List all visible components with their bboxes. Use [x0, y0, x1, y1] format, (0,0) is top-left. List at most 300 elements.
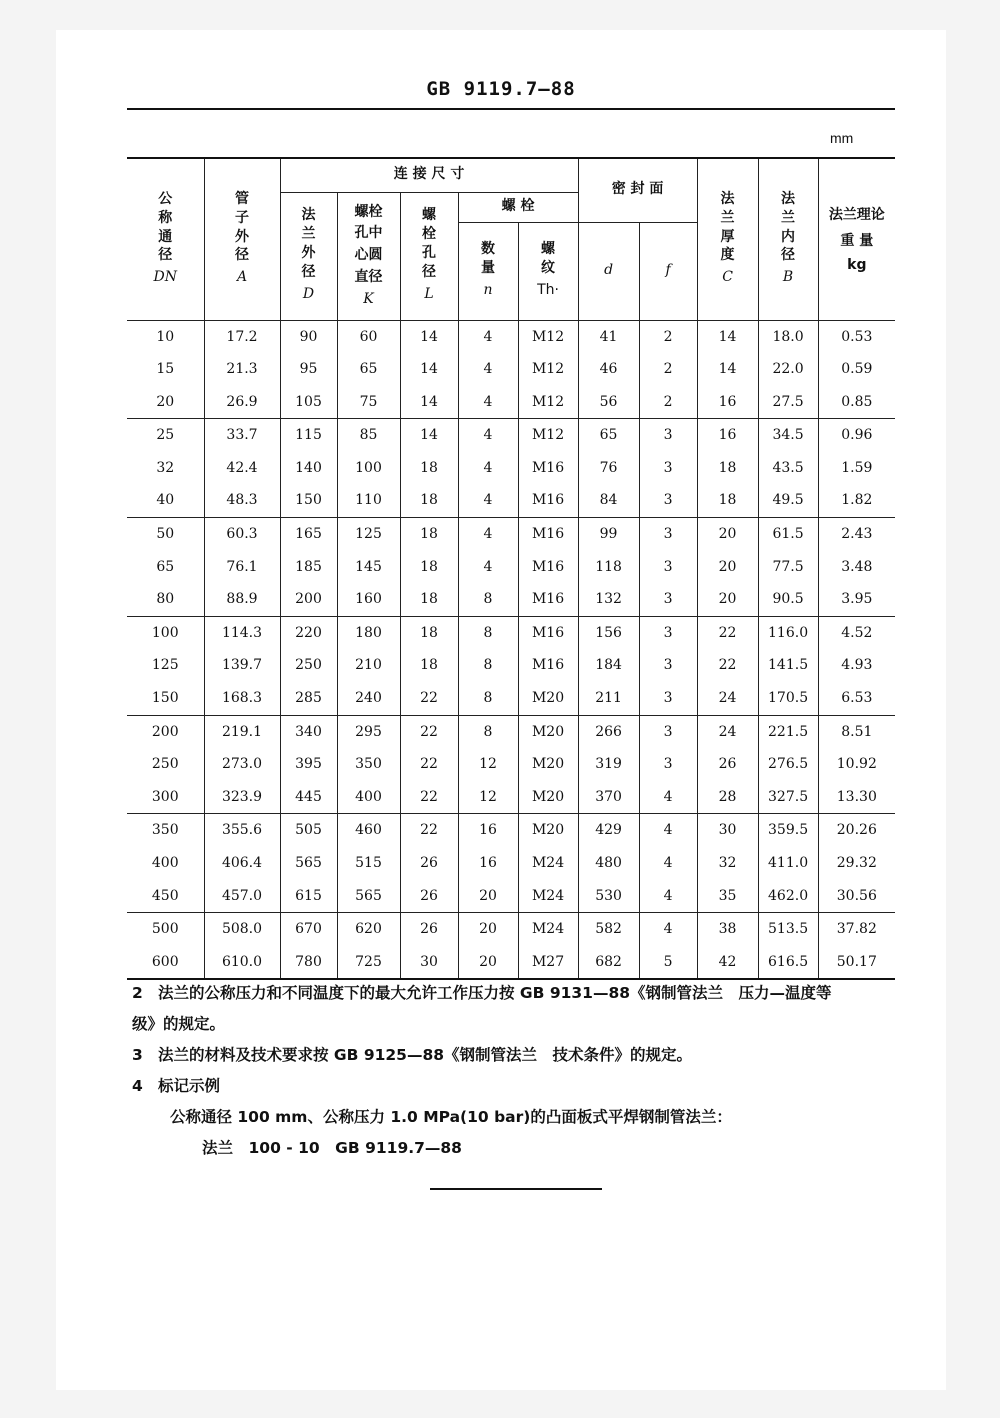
- table-row: [127, 946, 895, 980]
- cell-th: M20: [518, 814, 578, 847]
- cell-weight: 13.30: [818, 781, 895, 814]
- cell-k: 65: [337, 353, 400, 386]
- cell-dn: 20: [127, 386, 204, 419]
- cell-seal-f: 2: [639, 353, 697, 386]
- cell-weight: 3.48: [818, 551, 895, 584]
- cell-n: 8: [458, 715, 518, 748]
- cell-seal-d: 319: [578, 748, 639, 781]
- cell-seal-d: 530: [578, 880, 639, 913]
- col-header-k-symbol: K: [363, 290, 374, 307]
- cell-n: 20: [458, 913, 518, 946]
- cell-b: 141.5: [758, 649, 818, 682]
- table-row: [127, 682, 895, 715]
- col-header-k: [337, 192, 400, 320]
- col-header-c: [697, 158, 758, 320]
- cell-dn: 350: [127, 814, 204, 847]
- cell-l: 18: [400, 452, 458, 485]
- col-header-k-text: 螺栓孔中心圆直径: [354, 203, 383, 285]
- cell-weight: 1.59: [818, 452, 895, 485]
- note-2-number: 2: [132, 984, 143, 1002]
- col-header-b-text: 法兰内径: [781, 190, 796, 264]
- cell-a: 139.7: [204, 649, 280, 682]
- cell-d: 95: [280, 353, 337, 386]
- cell-seal-d: 370: [578, 781, 639, 814]
- cell-b: 49.5: [758, 484, 818, 517]
- col-group-sealing: 密 封 面: [578, 158, 697, 222]
- cell-a: 33.7: [204, 419, 280, 452]
- table-row: [127, 715, 895, 748]
- cell-l: 26: [400, 880, 458, 913]
- note-2-text: 法兰的公称压力和不同温度下的最大允许工作压力按 GB 9131—88《钢制管法兰 压力—温度等: [158, 984, 832, 1002]
- cell-seal-d: 266: [578, 715, 639, 748]
- cell-k: 725: [337, 946, 400, 980]
- cell-d: 165: [280, 518, 337, 551]
- cell-th: M24: [518, 913, 578, 946]
- cell-b: 616.5: [758, 946, 818, 980]
- col-header-th-text: 螺纹: [541, 241, 556, 277]
- cell-dn: 300: [127, 781, 204, 814]
- cell-n: 4: [458, 386, 518, 419]
- cell-d: 340: [280, 715, 337, 748]
- cell-seal-f: 3: [639, 518, 697, 551]
- cell-d: 200: [280, 583, 337, 616]
- cell-k: 240: [337, 682, 400, 715]
- cell-seal-f: 3: [639, 616, 697, 649]
- cell-seal-d: 46: [578, 353, 639, 386]
- cell-k: 460: [337, 814, 400, 847]
- cell-d: 615: [280, 880, 337, 913]
- cell-c: 20: [697, 583, 758, 616]
- cell-k: 75: [337, 386, 400, 419]
- table-row: [127, 353, 895, 386]
- cell-seal-f: 4: [639, 880, 697, 913]
- cell-b: 513.5: [758, 913, 818, 946]
- cell-k: 160: [337, 583, 400, 616]
- col-header-seal-f: [639, 222, 697, 320]
- cell-c: 24: [697, 682, 758, 715]
- cell-n: 8: [458, 649, 518, 682]
- cell-seal-f: 3: [639, 551, 697, 584]
- cell-d: 150: [280, 484, 337, 517]
- col-header-dn: [127, 158, 204, 320]
- cell-th: M12: [518, 386, 578, 419]
- cell-weight: 0.96: [818, 419, 895, 452]
- col-header-l-text: 螺栓孔径: [421, 207, 436, 281]
- cell-d: 445: [280, 781, 337, 814]
- cell-weight: 29.32: [818, 847, 895, 880]
- col-header-seal-d-symbol: d: [604, 262, 614, 279]
- cell-a: 610.0: [204, 946, 280, 980]
- cell-seal-f: 3: [639, 419, 697, 452]
- cell-b: 18.0: [758, 320, 818, 353]
- col-header-th-symbol: Th·: [537, 281, 559, 298]
- cell-l: 14: [400, 419, 458, 452]
- cell-l: 14: [400, 320, 458, 353]
- cell-l: 18: [400, 649, 458, 682]
- cell-weight: 20.26: [818, 814, 895, 847]
- cell-l: 26: [400, 847, 458, 880]
- cell-n: 4: [458, 518, 518, 551]
- cell-n: 8: [458, 583, 518, 616]
- cell-c: 22: [697, 616, 758, 649]
- note-3-number: 3: [132, 1046, 143, 1064]
- cell-a: 168.3: [204, 682, 280, 715]
- cell-seal-d: 480: [578, 847, 639, 880]
- cell-th: M20: [518, 781, 578, 814]
- cell-th: M12: [518, 320, 578, 353]
- cell-d: 185: [280, 551, 337, 584]
- cell-k: 210: [337, 649, 400, 682]
- cell-a: 406.4: [204, 847, 280, 880]
- col-header-d-symbol: D: [302, 285, 315, 302]
- col-header-n: [458, 222, 518, 320]
- cell-th: M16: [518, 484, 578, 517]
- table-row: [127, 551, 895, 584]
- cell-l: 18: [400, 551, 458, 584]
- col-header-l-symbol: L: [424, 285, 434, 302]
- table-row: [127, 518, 895, 551]
- cell-a: 273.0: [204, 748, 280, 781]
- cell-dn: 25: [127, 419, 204, 452]
- note-2-continuation: 级》的规定。: [132, 1015, 226, 1033]
- cell-th: M20: [518, 682, 578, 715]
- cell-k: 145: [337, 551, 400, 584]
- cell-c: 14: [697, 353, 758, 386]
- cell-n: 4: [458, 551, 518, 584]
- cell-l: 30: [400, 946, 458, 980]
- note-4-number: 4: [132, 1077, 143, 1095]
- cell-k: 125: [337, 518, 400, 551]
- cell-a: 76.1: [204, 551, 280, 584]
- col-header-dn-text: 公称通径: [158, 190, 173, 264]
- cell-a: 26.9: [204, 386, 280, 419]
- cell-d: 105: [280, 386, 337, 419]
- table-row: [127, 583, 895, 616]
- cell-c: 30: [697, 814, 758, 847]
- col-header-seal-d: [578, 222, 639, 320]
- header-rule: [127, 108, 895, 110]
- cell-seal-f: 4: [639, 814, 697, 847]
- cell-seal-d: 65: [578, 419, 639, 452]
- cell-n: 4: [458, 419, 518, 452]
- cell-n: 20: [458, 946, 518, 980]
- cell-seal-f: 4: [639, 847, 697, 880]
- cell-c: 14: [697, 320, 758, 353]
- cell-seal-f: 3: [639, 649, 697, 682]
- cell-dn: 32: [127, 452, 204, 485]
- col-header-d-text: 法兰外径: [301, 207, 316, 281]
- cell-weight: 0.85: [818, 386, 895, 419]
- cell-seal-f: 4: [639, 781, 697, 814]
- col-header-th: [518, 222, 578, 320]
- col-header-l: [400, 192, 458, 320]
- cell-weight: 8.51: [818, 715, 895, 748]
- col-header-c-text: 法兰厚度: [720, 190, 735, 264]
- cell-k: 60: [337, 320, 400, 353]
- note-4: [132, 1071, 902, 1102]
- cell-seal-f: 2: [639, 320, 697, 353]
- cell-seal-d: 56: [578, 386, 639, 419]
- standard-number-header: GB 9119.7—88: [426, 78, 576, 100]
- cell-seal-d: 41: [578, 320, 639, 353]
- table-row: [127, 452, 895, 485]
- cell-b: 77.5: [758, 551, 818, 584]
- note-3: [132, 1040, 902, 1071]
- cell-a: 42.4: [204, 452, 280, 485]
- cell-seal-f: 3: [639, 484, 697, 517]
- cell-c: 20: [697, 551, 758, 584]
- cell-k: 400: [337, 781, 400, 814]
- cell-weight: 3.95: [818, 583, 895, 616]
- cell-th: M24: [518, 847, 578, 880]
- cell-k: 565: [337, 880, 400, 913]
- table-row: [127, 847, 895, 880]
- cell-b: 359.5: [758, 814, 818, 847]
- cell-b: 116.0: [758, 616, 818, 649]
- cell-dn: 500: [127, 913, 204, 946]
- cell-dn: 150: [127, 682, 204, 715]
- cell-d: 115: [280, 419, 337, 452]
- cell-weight: 4.93: [818, 649, 895, 682]
- cell-d: 220: [280, 616, 337, 649]
- col-header-weight-unit: kg: [847, 257, 867, 273]
- table-row: [127, 649, 895, 682]
- cell-seal-f: 3: [639, 748, 697, 781]
- cell-n: 16: [458, 847, 518, 880]
- cell-seal-d: 682: [578, 946, 639, 980]
- cell-dn: 15: [127, 353, 204, 386]
- cell-n: 4: [458, 353, 518, 386]
- cell-a: 114.3: [204, 616, 280, 649]
- cell-b: 411.0: [758, 847, 818, 880]
- cell-k: 515: [337, 847, 400, 880]
- table-row: [127, 386, 895, 419]
- cell-l: 18: [400, 484, 458, 517]
- cell-n: 8: [458, 616, 518, 649]
- cell-weight: 4.52: [818, 616, 895, 649]
- cell-d: 395: [280, 748, 337, 781]
- cell-weight: 10.92: [818, 748, 895, 781]
- col-header-n-text: 数量: [480, 241, 495, 277]
- col-header-n-symbol: n: [483, 281, 493, 298]
- cell-dn: 400: [127, 847, 204, 880]
- note-4-text: 标记示例: [158, 1077, 221, 1095]
- col-header-b-symbol: B: [782, 269, 794, 286]
- cell-a: 17.2: [204, 320, 280, 353]
- cell-dn: 200: [127, 715, 204, 748]
- note-3-text: 法兰的材料及技术要求按 GB 9125—88《钢制管法兰 技术条件》的规定。: [158, 1046, 693, 1064]
- cell-seal-d: 156: [578, 616, 639, 649]
- cell-l: 22: [400, 781, 458, 814]
- cell-dn: 80: [127, 583, 204, 616]
- cell-l: 18: [400, 518, 458, 551]
- table-row: [127, 484, 895, 517]
- cell-seal-d: 184: [578, 649, 639, 682]
- cell-a: 508.0: [204, 913, 280, 946]
- cell-seal-f: 3: [639, 583, 697, 616]
- cell-th: M16: [518, 551, 578, 584]
- unit-label: mm: [830, 130, 854, 146]
- cell-n: 8: [458, 682, 518, 715]
- cell-th: M24: [518, 880, 578, 913]
- cell-th: M12: [518, 419, 578, 452]
- cell-b: 327.5: [758, 781, 818, 814]
- table-row: [127, 880, 895, 913]
- cell-l: 18: [400, 616, 458, 649]
- cell-weight: 30.56: [818, 880, 895, 913]
- cell-n: 4: [458, 320, 518, 353]
- cell-a: 48.3: [204, 484, 280, 517]
- cell-seal-d: 582: [578, 913, 639, 946]
- table-row: [127, 913, 895, 946]
- cell-seal-d: 429: [578, 814, 639, 847]
- cell-dn: 600: [127, 946, 204, 980]
- table-row: [127, 320, 895, 353]
- cell-c: 35: [697, 880, 758, 913]
- cell-n: 12: [458, 748, 518, 781]
- cell-b: 221.5: [758, 715, 818, 748]
- cell-b: 61.5: [758, 518, 818, 551]
- cell-l: 18: [400, 583, 458, 616]
- cell-seal-f: 3: [639, 682, 697, 715]
- cell-c: 22: [697, 649, 758, 682]
- cell-b: 170.5: [758, 682, 818, 715]
- cell-k: 350: [337, 748, 400, 781]
- cell-b: 276.5: [758, 748, 818, 781]
- cell-a: 88.9: [204, 583, 280, 616]
- cell-a: 323.9: [204, 781, 280, 814]
- cell-weight: 0.59: [818, 353, 895, 386]
- cell-b: 43.5: [758, 452, 818, 485]
- cell-a: 21.3: [204, 353, 280, 386]
- table-row: [127, 748, 895, 781]
- notes-section: [132, 978, 902, 1164]
- table-row: [127, 419, 895, 452]
- cell-a: 457.0: [204, 880, 280, 913]
- cell-l: 22: [400, 682, 458, 715]
- cell-th: M16: [518, 518, 578, 551]
- document-page: [56, 30, 946, 1390]
- cell-weight: 0.53: [818, 320, 895, 353]
- col-header-weight: [818, 158, 895, 320]
- cell-th: M16: [518, 583, 578, 616]
- cell-dn: 100: [127, 616, 204, 649]
- cell-k: 110: [337, 484, 400, 517]
- cell-th: M20: [518, 748, 578, 781]
- cell-seal-f: 5: [639, 946, 697, 980]
- cell-c: 42: [697, 946, 758, 980]
- cell-c: 32: [697, 847, 758, 880]
- cell-l: 22: [400, 814, 458, 847]
- cell-k: 620: [337, 913, 400, 946]
- cell-th: M16: [518, 649, 578, 682]
- cell-n: 4: [458, 484, 518, 517]
- cell-seal-d: 84: [578, 484, 639, 517]
- note-2: [132, 978, 902, 1009]
- cell-dn: 10: [127, 320, 204, 353]
- cell-c: 26: [697, 748, 758, 781]
- cell-dn: 65: [127, 551, 204, 584]
- cell-b: 462.0: [758, 880, 818, 913]
- cell-th: M27: [518, 946, 578, 980]
- cell-n: 4: [458, 452, 518, 485]
- marking-example: 法兰 100 - 10 GB 9119.7—88: [202, 1139, 462, 1157]
- cell-n: 16: [458, 814, 518, 847]
- col-header-a-symbol: A: [236, 269, 248, 286]
- table-body: [127, 320, 895, 979]
- cell-c: 18: [697, 452, 758, 485]
- cell-weight: 37.82: [818, 913, 895, 946]
- cell-seal-d: 211: [578, 682, 639, 715]
- col-header-d: [280, 192, 337, 320]
- cell-c: 18: [697, 484, 758, 517]
- cell-seal-d: 118: [578, 551, 639, 584]
- cell-k: 100: [337, 452, 400, 485]
- cell-dn: 450: [127, 880, 204, 913]
- cell-n: 12: [458, 781, 518, 814]
- cell-d: 565: [280, 847, 337, 880]
- cell-l: 22: [400, 715, 458, 748]
- table-row: [127, 781, 895, 814]
- end-rule: [430, 1188, 602, 1190]
- col-header-weight-text: 法兰理论重 量: [828, 206, 885, 250]
- cell-c: 24: [697, 715, 758, 748]
- cell-l: 14: [400, 353, 458, 386]
- cell-seal-d: 99: [578, 518, 639, 551]
- col-group-bolts: 螺 栓: [458, 192, 578, 222]
- col-group-connection: 连 接 尺 寸: [280, 158, 578, 192]
- cell-th: M16: [518, 452, 578, 485]
- cell-c: 38: [697, 913, 758, 946]
- col-header-c-symbol: C: [722, 269, 733, 286]
- cell-a: 219.1: [204, 715, 280, 748]
- col-header-a: [204, 158, 280, 320]
- cell-n: 20: [458, 880, 518, 913]
- table-row: [127, 616, 895, 649]
- cell-th: M16: [518, 616, 578, 649]
- cell-l: 14: [400, 386, 458, 419]
- cell-weight: 6.53: [818, 682, 895, 715]
- table-header: [127, 158, 895, 320]
- cell-b: 22.0: [758, 353, 818, 386]
- cell-c: 20: [697, 518, 758, 551]
- cell-c: 16: [697, 386, 758, 419]
- cell-d: 670: [280, 913, 337, 946]
- cell-seal-d: 132: [578, 583, 639, 616]
- cell-d: 90: [280, 320, 337, 353]
- cell-l: 26: [400, 913, 458, 946]
- cell-d: 780: [280, 946, 337, 980]
- cell-dn: 40: [127, 484, 204, 517]
- cell-k: 295: [337, 715, 400, 748]
- marking-example-description: 公称通径 100 mm、公称压力 1.0 MPa(10 bar)的凸面板式平焊钢制管法兰：: [170, 1108, 732, 1126]
- cell-c: 16: [697, 419, 758, 452]
- cell-d: 505: [280, 814, 337, 847]
- col-header-a-text: 管子外径: [234, 190, 249, 264]
- cell-dn: 250: [127, 748, 204, 781]
- cell-dn: 125: [127, 649, 204, 682]
- cell-weight: 50.17: [818, 946, 895, 980]
- cell-seal-f: 3: [639, 452, 697, 485]
- col-header-dn-symbol: DN: [153, 269, 177, 286]
- cell-seal-f: 3: [639, 715, 697, 748]
- cell-seal-f: 4: [639, 913, 697, 946]
- cell-d: 285: [280, 682, 337, 715]
- cell-th: M20: [518, 715, 578, 748]
- cell-weight: 2.43: [818, 518, 895, 551]
- cell-weight: 1.82: [818, 484, 895, 517]
- cell-b: 90.5: [758, 583, 818, 616]
